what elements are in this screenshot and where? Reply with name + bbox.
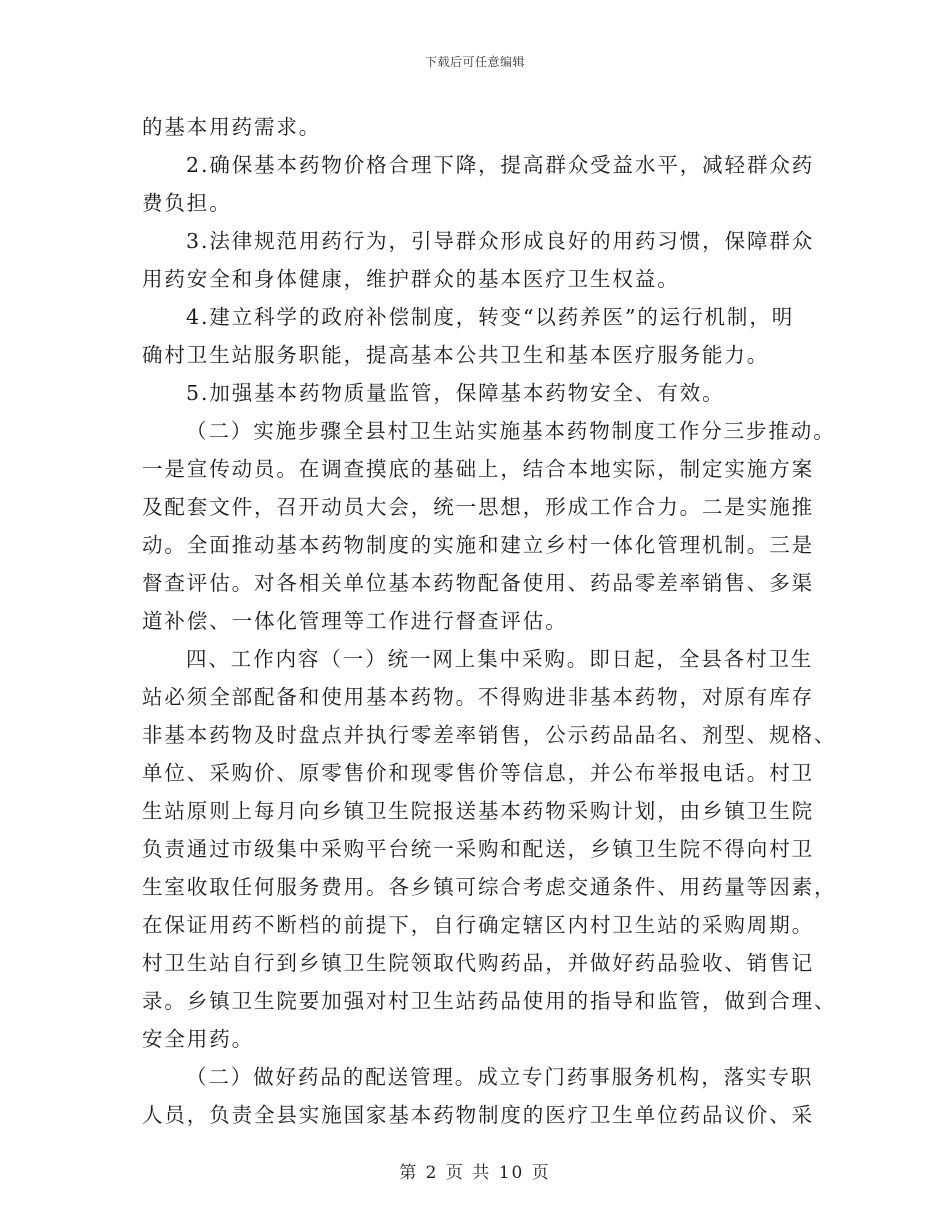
- document-body: [142, 108, 837, 1134]
- text-line: 用药安全和身体健康，维护群众的基本医疗卫生权益。: [142, 267, 680, 291]
- text-line: 安全用药。: [142, 1027, 254, 1051]
- text-line: 4.建立科学的政府补偿制度，转变“以药养医”的运行机制，明: [186, 305, 795, 329]
- text-line: 一是宣传动员。在调查摸底的基础上，结合本地实际，制定实施方案: [142, 457, 814, 481]
- text-line: 道补偿、一体化管理等工作进行督查评估。: [142, 609, 568, 633]
- text-line: 村卫生站自行到乡镇卫生院领取代购药品，并做好药品验收、销售记: [142, 951, 814, 975]
- text-line: （二）做好药品的配送管理。成立专门药事服务机构，落实专职: [186, 1065, 814, 1089]
- text-line: 非基本药物及时盘点并执行零差率销售，公示药品品名、剂型、规格、: [142, 723, 837, 747]
- text-line: 人员，负责全县实施国家基本药物制度的医疗卫生单位药品议价、采: [142, 1103, 814, 1127]
- text-line: 四、工作内容（一）统一网上集中采购。即日起，全县各村卫生: [186, 647, 814, 671]
- text-line: 5.加强基本药物质量监管，保障基本药物安全、有效。: [186, 381, 725, 405]
- text-line: 及配套文件，召开动员大会，统一思想，形成工作合力。二是实施推: [142, 495, 814, 519]
- text-line: 的基本用药需求。: [142, 115, 322, 139]
- text-line: 负责通过市级集中采购平台统一采购和配送，乡镇卫生院不得向村卫: [142, 837, 814, 861]
- text-line: 费负担。: [142, 191, 232, 215]
- text-line: 生站原则上每月向乡镇卫生院报送基本药物采购计划，由乡镇卫生院: [142, 799, 814, 823]
- text-line: 在保证用药不断档的前提下，自行确定辖区内村卫生站的采购周期。: [142, 913, 814, 937]
- text-line: 动。全面推动基本药物制度的实施和建立乡村一体化管理机制。三是: [142, 533, 814, 557]
- text-line: 确村卫生站服务职能，提高基本公共卫生和基本医疗服务能力。: [142, 343, 770, 367]
- text-line: 生室收取任何服务费用。各乡镇可综合考虑交通条件、用药量等因素，: [142, 875, 837, 899]
- page-number: 第 2 页 共 10 页: [399, 1163, 551, 1183]
- text-line: 站必须全部配备和使用基本药物。不得购进非基本药物，对原有库存: [142, 685, 814, 709]
- text-line: 录。乡镇卫生院要加强对村卫生站药品使用的指导和监管，做到合理、: [142, 989, 837, 1013]
- text-line: （二）实施步骤全县村卫生站实施基本药物制度工作分三步推动。: [186, 419, 836, 443]
- text-line: 3.法律规范用药行为，引导群众形成良好的用药习惯，保障群众: [186, 229, 815, 253]
- page-header: 下载后可任意编辑: [424, 55, 525, 69]
- text-line: 2.确保基本药物价格合理下降，提高群众受益水平，减轻群众药: [186, 153, 815, 177]
- text-line: 督查评估。对各相关单位基本药物配备使用、药品零差率销售、多渠: [142, 571, 814, 595]
- text-line: 单位、采购价、原零售价和现零售价等信息，并公布举报电话。村卫: [142, 761, 814, 785]
